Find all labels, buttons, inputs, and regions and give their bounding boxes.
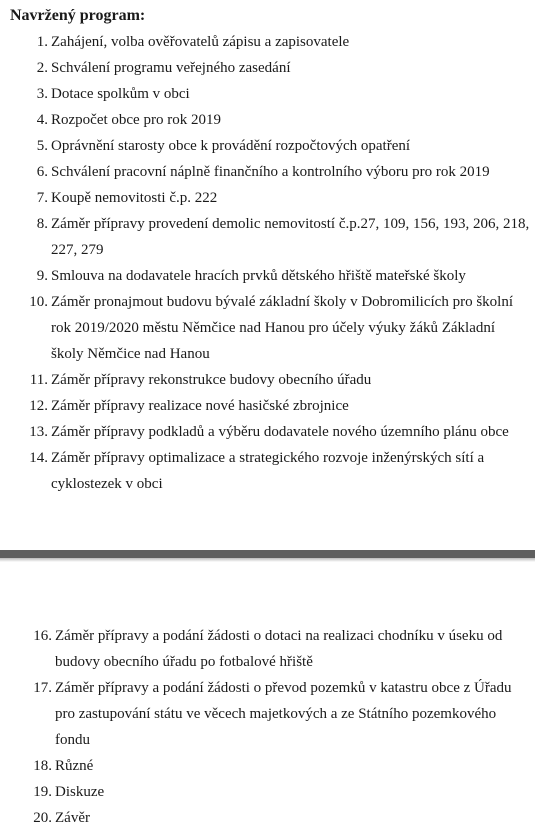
agenda-item-text: [51, 55, 531, 81]
agenda-item-number: 16.: [33, 628, 52, 644]
agenda-item-line: Závěr: [55, 810, 90, 826]
agenda-item-number: 17.: [33, 680, 52, 696]
page-break-divider: [0, 550, 535, 558]
agenda-item-number: 20.: [33, 810, 52, 826]
agenda-item-text: [55, 675, 535, 753]
agenda-item-number: 12.: [29, 398, 48, 414]
agenda-item-line: rok 2019/2020 městu Němčice nad Hanou pro účely výuky žáků Základní: [51, 320, 496, 336]
agenda-item-text: [51, 367, 531, 393]
agenda-item-number: 13.: [29, 424, 48, 440]
agenda-item-number: 18.: [33, 758, 52, 774]
agenda-item-number: 19.: [33, 784, 52, 800]
agenda-item-text: [51, 81, 531, 107]
agenda-item-line: školy Němčice nad Hanou: [51, 346, 210, 362]
agenda-item-line: Schválení programu veřejného zasedání: [51, 60, 291, 76]
agenda-item-line: Záměr přípravy realizace nové hasičské zbrojnice: [51, 398, 349, 414]
agenda-item-line: cyklostezek v obci: [51, 476, 163, 492]
agenda-item-line: Záměr přípravy provedení demolic nemovitostí č.p.27, 109, 156, 193, 206, 218,: [51, 216, 530, 232]
agenda-item-line: Schválení pracovní náplně finančního a kontrolního výboru pro rok 2019: [51, 164, 490, 180]
agenda-item-line: budovy obecního úřadu po fotbalové hřiště: [55, 654, 313, 670]
agenda-item-line: Záměr přípravy podkladů a výběru dodavatele nového územního plánu obce: [51, 424, 509, 440]
agenda-item-line: Koupě nemovitosti č.p. 222: [51, 190, 218, 206]
agenda-item-line: Dotace spolkům v obci: [51, 86, 190, 102]
agenda-item-text: [51, 133, 531, 159]
agenda-item-text: [51, 263, 531, 289]
agenda-item-line: Záměr přípravy a podání žádosti o dotaci na realizaci chodníku v úseku od: [55, 628, 503, 644]
agenda-item-text: [55, 753, 535, 779]
agenda-heading: Navržený program:: [10, 7, 146, 24]
agenda-item-text: [51, 159, 531, 185]
agenda-item-line: fondu: [55, 732, 90, 748]
agenda-item-number: 3.: [36, 86, 48, 102]
document-page-2: [0, 562, 535, 830]
agenda-item-number: 11.: [29, 372, 48, 388]
agenda-item-text: [51, 29, 531, 55]
agenda-item-text: [51, 419, 531, 445]
agenda-item-line: Různé: [55, 758, 94, 774]
agenda-item-text: [51, 211, 531, 263]
agenda-item-number: 7.: [36, 190, 48, 206]
agenda-item-line: Záměr přípravy a podání žádosti o převod pozemků v katastru obce z Úřadu: [55, 680, 512, 696]
agenda-item-line: pro zastupování státu ve věcech majetkových a ze Státního pozemkového: [55, 706, 497, 722]
agenda-item-text: [55, 805, 535, 831]
agenda-item-line: Diskuze: [55, 784, 105, 800]
agenda-item-line: Oprávnění starosty obce k provádění rozpočtových opatření: [51, 138, 411, 154]
agenda-item-line: Rozpočet obce pro rok 2019: [51, 112, 221, 128]
agenda-item-text: [55, 623, 535, 675]
agenda-item-number: 2.: [36, 60, 48, 76]
agenda-item-line: 227, 279: [51, 242, 104, 258]
agenda-item-number: 5.: [36, 138, 48, 154]
agenda-item-line: Smlouva na dodavatele hracích prvků dětského hřiště mateřské školy: [51, 268, 466, 284]
agenda-item-number: 10.: [29, 294, 48, 310]
agenda-item-text: [55, 779, 535, 805]
agenda-item-text: [51, 107, 531, 133]
agenda-item-line: Zahájení, volba ověřovatelů zápisu a zapisovatele: [51, 34, 350, 50]
agenda-item-text: [51, 393, 531, 419]
agenda-item-number: 14.: [29, 450, 48, 466]
agenda-item-number: 6.: [36, 164, 48, 180]
agenda-item-number: 9.: [36, 268, 48, 284]
agenda-item-text: [51, 185, 531, 211]
agenda-item-text: [51, 445, 531, 497]
agenda-item-number: 1.: [36, 34, 48, 50]
agenda-item-number: 8.: [36, 216, 48, 232]
agenda-item-line: Záměr přípravy rekonstrukce budovy obecního úřadu: [51, 372, 372, 388]
agenda-item-line: Záměr přípravy optimalizace a strategického rozvoje inženýrských sítí a: [51, 450, 485, 466]
agenda-item-line: Záměr pronajmout budovu bývalé základní školy v Dobromilicích pro školní: [51, 294, 513, 310]
agenda-item-number: 4.: [36, 112, 48, 128]
agenda-item-text: [51, 289, 531, 367]
